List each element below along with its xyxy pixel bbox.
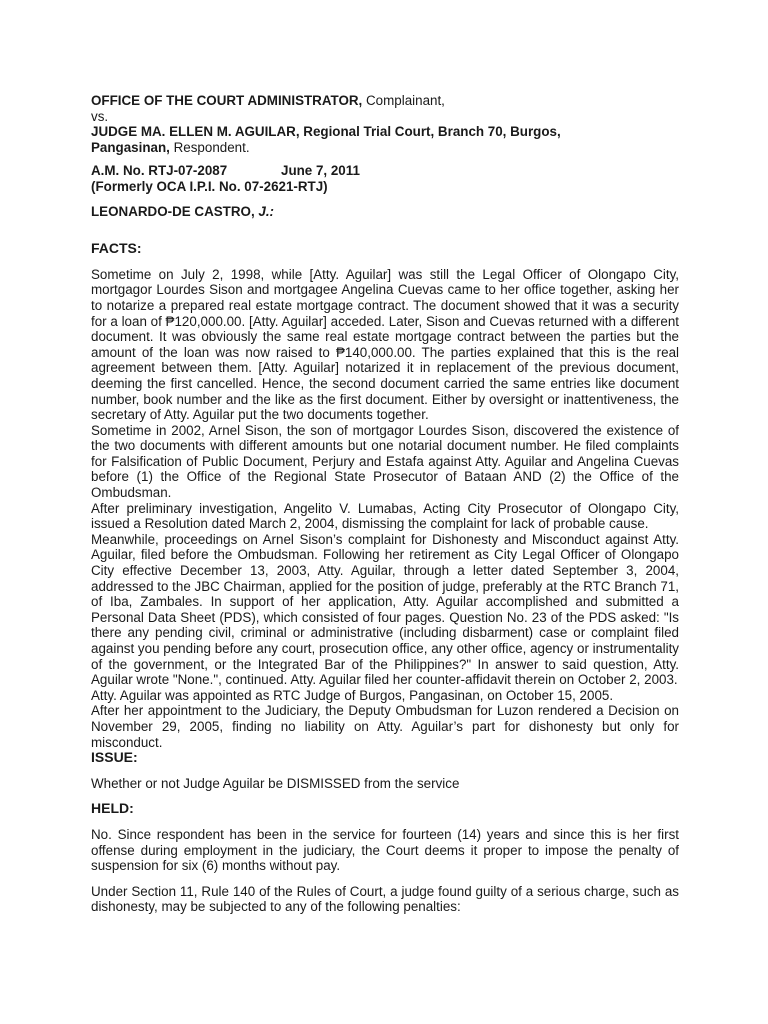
case-date: June 7, 2011: [281, 163, 360, 179]
case-number: A.M. No. RTJ-07-2087: [91, 163, 228, 179]
versus-label: vs.: [91, 108, 109, 124]
respondent-line2: [91, 140, 679, 156]
facts-paragraph: Atty. Aguilar was appointed as RTC Judge of Burgos, Pangasinan, on October 15, 2005.: [91, 687, 614, 703]
complainant-role: Complainant,: [362, 93, 445, 108]
facts-paragraph: After preliminary investigation, Angelito V. Lumabas, Acting City Prosecutor of Olongapo City, issued a Resolution dated March 2, 2004, dismissing the complaint for lack of probable cause.: [91, 500, 679, 532]
respondent-name-line1: JUDGE MA. ELLEN M. AGUILAR, Regional Trial Court, Branch 70, Burgos,: [91, 124, 561, 140]
facts-paragraph: Sometime in 2002, Arnel Sison, the son of mortgagor Lourdes Sison, discovered the existence of the two documents with different amounts but one notarial document number. He filed complaints for Falsification of Public Document, Perjury and Estafa against Atty. Aguilar and Angelina Cuevas before (1) the Office of the Regional State Prosecutor of Bataan AND (2) the Office of the Ombudsman.: [91, 422, 679, 501]
facts-paragraph: Sometime on July 2, 1998, while [Atty. Aguilar] was still the Legal Officer of Olongapo City, mortgagor Lourdes Sison and mortgagee Angelina Cuevas came to her office together, asking her to notarize a prepared real estate mortgage contract. The document showed that it was a security for a loan of ₱120,000.00. [Atty. Aguilar] acceded. Later, Sison and Cuevas returned with a different document. It was obviously the same real estate mortgage contract between the parties but the amount of the loan was now raised to ₱140,000.00. The parties explained that this is the real agreement between them. [Atty. Aguilar] notarized it in replacement of the previous document, deeming the first cancelled. Hence, the second document carried the same entries like document number, book number and the like as the first document. Either by oversight or inattentiveness, the secretary of Atty. Aguilar put the two documents together.: [91, 266, 679, 423]
held-paragraph: No. Since respondent has been in the service for fourteen (14) years and since this is her first offense during employment in the judiciary, the Court deems it proper to impose the penalty of suspension for six (6) months without pay.: [91, 826, 679, 874]
held-paragraph: Under Section 11, Rule 140 of the Rules of Court, a judge found guilty of a serious charge, such as dishonesty, may be subjected to any of the following penalties:: [91, 883, 679, 915]
ponente-name: LEONARDO-DE CASTRO,: [91, 203, 255, 219]
case-digest: [91, 93, 679, 915]
facts-paragraph: Meanwhile, proceedings on Arnel Sison’s complaint for Dishonesty and Misconduct against Atty. Aguilar, filed before the Ombudsman. Following her retirement as City Legal Officer of Olongapo City effective December 13, 2003, Atty. Aguilar, through a letter dated September 3, 2004, addressed to the JBC Chairman, applied for the position of judge, preferably at the RTC Branch 71, of Iba, Zambales. In support of her application, Atty. Aguilar accomplished and submitted a Personal Data Sheet (PDS), which consisted of four pages. Question No. 23 of the PDS asked: "Is there any pending civil, criminal or administrative (including disbarment) case or complaint filed against you pending before any court, prosecution office, any other office, agency or instrumentality of the government, or the Integrated Bar of the Philippines?" In answer to said question, Atty. Aguilar wrote "None.", continued. Atty. Aguilar filed her counter-affidavit therein on October 2, 2003.: [91, 531, 679, 688]
issue-heading: ISSUE:: [91, 749, 138, 766]
issue-text: Whether or not Judge Aguilar be DISMISSED from the service: [91, 775, 460, 791]
facts-paragraph: After her appointment to the Judiciary, the Deputy Ombudsman for Luzon rendered a Decision on November 29, 2005, finding no liability on Atty. Aguilar’s part for dishonesty but only for misconduct.: [91, 703, 679, 750]
case-number-block: [91, 163, 679, 194]
respondent-name-line2: Pangasinan,: [91, 139, 170, 155]
case-number-line: [91, 163, 679, 179]
complainant-name: OFFICE OF THE COURT ADMINISTRATOR,: [91, 93, 363, 108]
formerly-case-number: (Formerly OCA I.P.I. No. 07-2621-RTJ): [91, 178, 328, 194]
held-heading: HELD:: [91, 800, 134, 817]
case-caption: [91, 93, 679, 155]
respondent-role: Respondent.: [169, 139, 250, 155]
facts-body: [91, 267, 679, 750]
facts-heading: FACTS:: [91, 240, 142, 257]
ponente-title: J.:: [254, 203, 275, 219]
complainant-line: [91, 93, 679, 109]
ponente-line: [91, 204, 679, 220]
